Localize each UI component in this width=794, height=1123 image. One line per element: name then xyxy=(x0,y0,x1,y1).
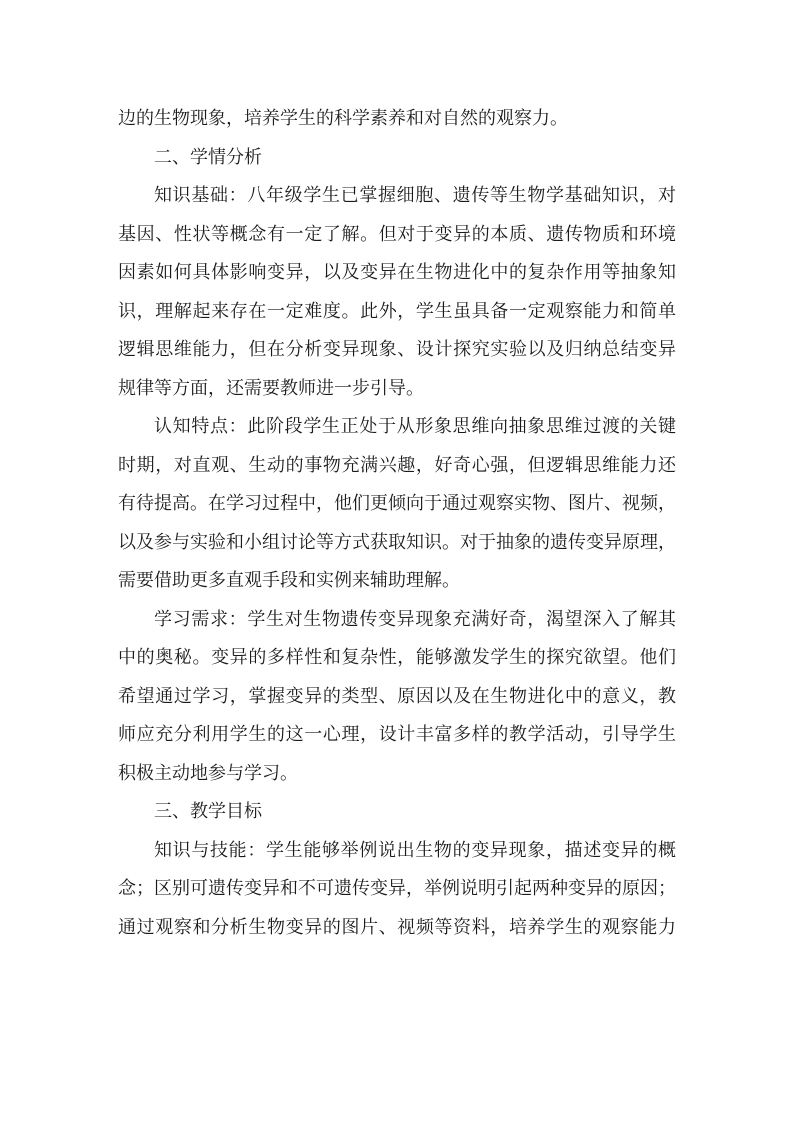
paragraph-line: 认知特点：此阶段学生正处于从形象思维向抽象思维过渡的关键 xyxy=(154,416,676,437)
paragraph-line: 知识与技能：学生能够举例说出生物的变异现象，描述变异的概 xyxy=(154,839,676,861)
paragraph-line: 积极主动地参与学习。 xyxy=(118,762,298,784)
section-2-paragraph-cognition xyxy=(118,408,676,601)
section-2-heading: 二、学情分析 xyxy=(154,146,262,168)
paragraph-line: 师应充分利用学生的这一心理，设计丰富多样的教学活动，引导学生 xyxy=(118,724,676,745)
paragraph-line: 念；区别可遗传变异和不可遗传变异，举例说明引起两种变异的原因； xyxy=(118,878,676,899)
paragraph-line: 时期，对直观、生动的事物充满兴趣，好奇心强，但逻辑思维能力还 xyxy=(118,454,676,476)
paragraph-line: 希望通过学习，掌握变异的类型、原因以及在生物进化中的意义，教 xyxy=(118,685,676,707)
paragraph-line: 通过观察和分析生物变异的图片、视频等资料，培养学生的观察能力 xyxy=(118,916,676,938)
paragraph-line: 逻辑思维能力，但在分析变异现象、设计探究实验以及归纳总结变异 xyxy=(118,339,676,360)
section-2-paragraph-needs xyxy=(118,601,676,794)
paragraph-line: 识，理解起来存在一定难度。此外，学生虽具备一定观察能力和简单 xyxy=(118,300,676,322)
paragraph-line: 学习需求：学生对生物遗传变异现象充满好奇，渴望深入了解其 xyxy=(154,608,676,630)
paragraph-line: 知识基础：八年级学生已掌握细胞、遗传等生物学基础知识，对 xyxy=(154,185,676,206)
paragraph-line: 需要借助更多直观手段和实例来辅助理解。 xyxy=(118,570,460,591)
paragraph-line: 以及参与实验和小组讨论等方式获取知识。对于抽象的遗传变异原理， xyxy=(118,531,676,553)
paragraph-line: 基因、性状等概念有一定了解。但对于变异的本质、遗传物质和环境 xyxy=(118,223,676,245)
paragraph-line: 中的奥秘。变异的多样性和复杂性，能够激发学生的探究欲望。他们 xyxy=(118,647,676,668)
paragraph-line: 规律等方面，还需要教师进一步引导。 xyxy=(118,377,424,399)
paragraph-line: 有待提高。在学习过程中，他们更倾向于通过观察实物、图片、视频， xyxy=(118,493,676,514)
intro-tail-line: 边的生物现象，培养学生的科学素养和对自然的观察力。 xyxy=(118,108,568,129)
section-3-paragraph-knowledge-skills xyxy=(118,832,676,948)
section-3-heading: 三、教学目标 xyxy=(154,801,262,822)
paragraph-line: 因素如何具体影响变异，以及变异在生物进化中的复杂作用等抽象知 xyxy=(118,262,676,283)
section-2-paragraph-knowledge xyxy=(118,177,676,408)
